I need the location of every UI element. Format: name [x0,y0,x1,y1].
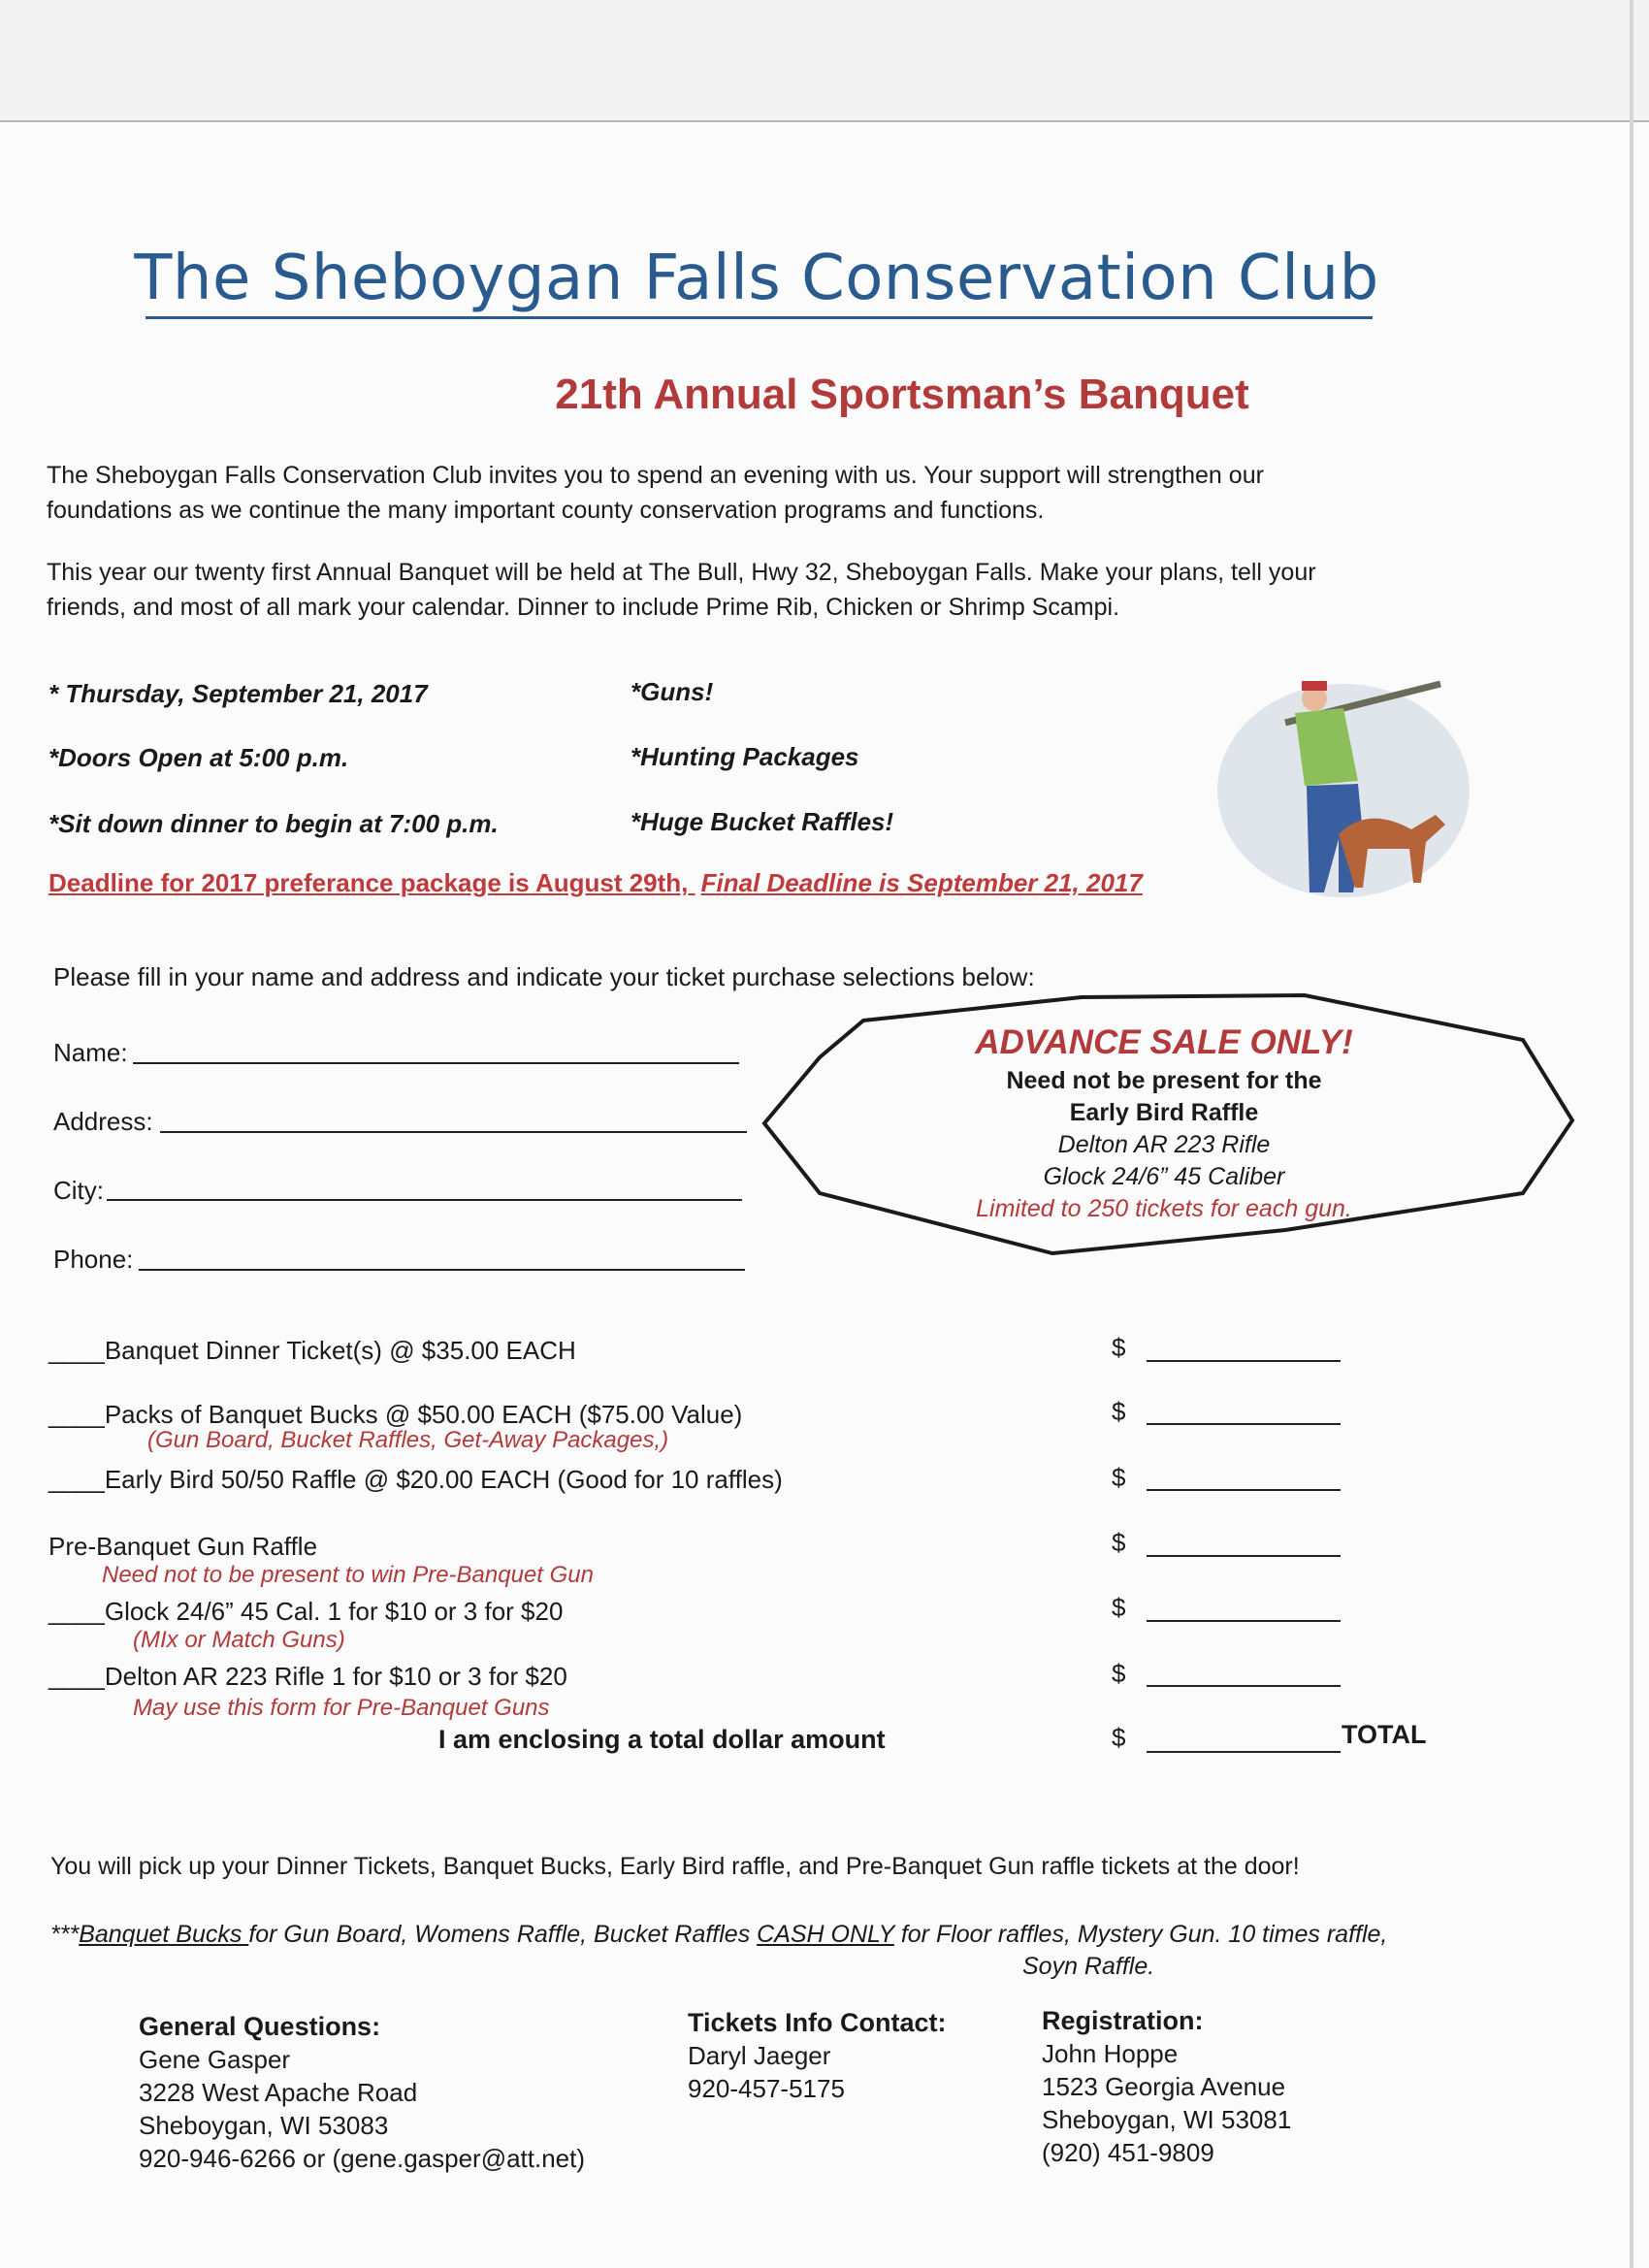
banquet-bucks-item[interactable]: ____Packs of Banquet Bucks @ $50.00 EACH ($75.00 Value) [48,1400,743,1429]
advance-line2: Early Bird Raffle [1069,1099,1259,1126]
page-title: The Sheboygan Falls Conservation Club [134,243,1379,314]
tickets-name: Daryl Jaeger [688,2041,831,2070]
tickets-info-contact [688,2006,947,2105]
highlight-date: * Thursday, September 21, 2017 [48,679,428,708]
glock-raffle-item[interactable]: ____Glock 24/6” 45 Cal. 1 for $10 or 3 for $20 [48,1597,564,1626]
banquet-bucks-term: Banquet Bucks [79,1921,249,1948]
highlight-dinner: *Sit down dinner to begin at 7:00 p.m. [48,809,499,838]
earlybird-amount-field[interactable] [1147,1489,1341,1491]
bucks-dollar-sign: $ [1112,1397,1126,1426]
registration-heading: Registration: [1042,2006,1204,2035]
cash-only-line1 [50,1919,1602,1951]
delton-raffle-note: May use this form for Pre-Banquet Guns [133,1695,550,1721]
dinner-dollar-sign: $ [1112,1333,1126,1362]
intro-p2-line2: friends, and most of all mark your calendar. Dinner to include Prime Rib, Chicken or Shrimp Scampi. [47,594,1120,621]
address-label: Address: [53,1107,153,1136]
cash-only-line2: Soyn Raffle. [1022,1953,1155,1980]
hunter-with-dog-illustration [1198,669,1479,912]
intro-paragraph-1 [47,458,1472,528]
footnote-stars: *** [50,1921,80,1948]
deadline-notice [48,868,1143,898]
dinner-amount-field[interactable] [1147,1360,1341,1362]
tickets-phone: 920-457-5175 [688,2074,845,2103]
deadline-preference: Deadline for 2017 preferance package is August 29th, [48,868,689,897]
address-field[interactable] [160,1131,747,1133]
total-amount-field[interactable] [1147,1751,1341,1753]
highlight-guns: *Guns! [630,677,714,706]
cash-only-notice [50,1919,1602,1983]
total-dollar-sign: $ [1112,1723,1126,1752]
gun-raffle-note: Need not to be present to win Pre-Banquet Gun [102,1562,594,1588]
general-phone: 920-946-6266 or (gene.gasper@att.net) [139,2144,586,2173]
general-heading: General Questions: [139,2012,381,2041]
delton-amount-field[interactable] [1147,1685,1341,1687]
advance-line3: Delton AR 223 Rifle [1057,1131,1271,1158]
intro-p2-line1: This year our twenty first Annual Banquet will be held at The Bull, Hwy 32, Sheboygan Falls. Make your plans, tell your [47,559,1316,586]
general-questions-contact [139,2010,585,2175]
city-label: City: [53,1176,104,1205]
highlight-raffles: *Huge Bucket Raffles! [630,807,894,836]
registration-contact [1042,2004,1291,2169]
registration-street: 1523 Georgia Avenue [1042,2072,1286,2101]
phone-field[interactable] [139,1269,745,1271]
advance-line5: Limited to 250 tickets for each gun. [976,1195,1352,1222]
deadline-final: Final Deadline is September 21, 2017 [700,868,1143,897]
name-label: Name: [53,1038,128,1067]
registration-city: Sheboygan, WI 53081 [1042,2105,1292,2134]
general-name: Gene Gasper [139,2045,291,2074]
glock-dollar-sign: $ [1112,1593,1126,1622]
gunraffle-amount-field[interactable] [1147,1555,1341,1557]
general-city: Sheboygan, WI 53083 [139,2111,389,2140]
advance-line4: Glock 24/6” 45 Caliber [1043,1163,1285,1190]
earlybird-dollar-sign: $ [1112,1463,1126,1492]
phone-label: Phone: [53,1245,134,1274]
delton-raffle-item[interactable]: ____Delton AR 223 Rifle 1 for $10 or 3 for $20 [48,1662,567,1691]
enclosing-total-label: I am enclosing a total dollar amount [438,1725,886,1754]
highlight-doors: *Doors Open at 5:00 p.m. [48,743,349,772]
tickets-heading: Tickets Info Contact: [688,2008,947,2037]
form-instructions: Please fill in your name and address and indicate your ticket purchase selections below: [53,962,1035,991]
dinner-ticket-item[interactable]: ____Banquet Dinner Ticket(s) @ $35.00 EACH [48,1336,576,1365]
registration-name: John Hoppe [1042,2039,1179,2068]
advance-sale-title: ADVANCE SALE ONLY! [975,1023,1353,1061]
registration-phone: (920) 451-9809 [1042,2138,1214,2167]
city-field[interactable] [107,1199,742,1201]
intro-p1-line1: The Sheboygan Falls Conservation Club invites you to spend an evening with us. Your support will strengthen our [47,462,1264,489]
general-street: 3228 West Apache Road [139,2078,418,2107]
cash-only-use: for Floor raffles, Mystery Gun. 10 times raffle, [893,1921,1388,1948]
banquet-bucks-use: for Gun Board, Womens Raffle, Bucket Raffles [248,1921,758,1948]
highlight-hunting: *Hunting Packages [630,742,859,771]
glock-amount-field[interactable] [1147,1620,1341,1622]
bucks-amount-field[interactable] [1147,1423,1341,1425]
intro-paragraph-2 [47,555,1472,625]
glock-raffle-note: (MIx or Match Guns) [133,1627,345,1653]
advance-line1: Need not be present for the [1006,1067,1322,1094]
gunraffle-dollar-sign: $ [1112,1528,1126,1557]
delton-dollar-sign: $ [1112,1659,1126,1688]
gun-raffle-heading: Pre-Banquet Gun Raffle [48,1532,318,1561]
total-label: TOTAL [1342,1720,1427,1749]
pickup-notice: You will pick up your Dinner Tickets, Banquet Bucks, Early Bird raffle, and Pre-Banquet Gun raffle tickets at the door! [50,1853,1300,1880]
title-underline [146,316,1373,319]
banquet-bucks-note: (Gun Board, Bucket Raffles, Get-Away Packages,) [147,1427,669,1453]
early-bird-item[interactable]: ____Early Bird 50/50 Raffle @ $20.00 EACH (Good for 10 raffles) [48,1465,783,1494]
scan-page-edge [1630,0,1633,2268]
intro-p1-line2: foundations as we continue the many important county conservation programs and functions. [47,497,1045,524]
scan-top-sheet [0,0,1649,122]
banquet-subtitle: 21th Annual Sportsman’s Banquet [555,371,1249,418]
name-field[interactable] [133,1062,739,1064]
cash-only-term: CASH ONLY [757,1921,894,1948]
